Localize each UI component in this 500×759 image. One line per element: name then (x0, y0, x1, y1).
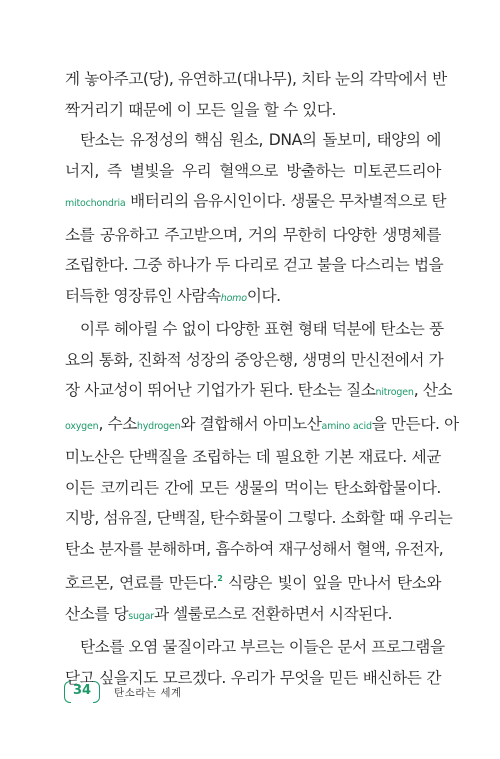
latin-gloss: homo (220, 292, 247, 304)
text-line: 짝거리기 때문에 이 모든 일을 할 수 있다. (65, 100, 337, 119)
running-title: 탄소라는 세계 (114, 686, 182, 699)
paragraph-2 (65, 125, 447, 314)
paragraph-1 (65, 64, 447, 125)
text-line: 요의 통화, 진화적 성장의 중앙은행, 생명의 만신전에서 가 (65, 350, 444, 369)
english-gloss: sugar (128, 610, 154, 622)
text-run: 호르몬, 연료를 만든다. (65, 574, 218, 592)
text-line: 미노산은 단백질을 조립하는 데 필요한 기본 재료다. 세균 (65, 448, 441, 466)
text-line (65, 281, 441, 315)
text-line: 조립한다. 그중 하나가 두 다리로 걷고 불을 다스리는 법을 (65, 256, 444, 274)
text-line: 지방, 섬유질, 단백질, 탄수화물이 그렇다. 소화할 때 우리는 (65, 509, 453, 527)
english-gloss: hydrogen (136, 420, 181, 432)
text-run: , 산소 (413, 381, 453, 399)
text-line: 탄소는 유정성의 핵심 원소, DNA의 돌보미, 태양의 에 (80, 131, 441, 149)
text-run: 장 사교성이 뛰어난 기업가가 된다. 탄소는 질소 (65, 381, 376, 399)
text-run: 와 결합해서 아미노산 (180, 414, 322, 433)
text-line: 이든 코끼리든 간에 모든 생물의 먹이는 탄소화합물이다. (65, 478, 441, 497)
english-gloss: nitrogen (375, 387, 414, 398)
right-bracket-icon (93, 681, 100, 703)
text-line (65, 409, 459, 443)
english-gloss: amino acid (321, 420, 372, 432)
footnote-marker[interactable]: 2 (217, 574, 223, 583)
text-line (65, 375, 453, 409)
text-run: 이다. (246, 286, 281, 305)
text-run: , 수소 (98, 414, 137, 433)
text-line: 너지, 즉 별빛을 우리 혈액으로 방출하는 미토콘드리아 (65, 161, 441, 180)
text-line (65, 599, 441, 633)
page-number-badge (64, 681, 100, 703)
text-run: 과 셀룰로스로 전환하면서 시작된다. (153, 604, 393, 623)
text-run: 산소를 당 (65, 604, 129, 623)
text-line: 소를 공유하고 주고받으며, 거의 무한히 다양한 생명체를 (65, 225, 441, 244)
text-run: 식량은 빛이 잎을 만나서 탄소와 (222, 574, 441, 592)
text-run: 배터리의 음유시인이다. 생물은 무차별적으로 탄 (125, 192, 447, 210)
page-number: 34 (72, 683, 92, 698)
text-run: 을 만든다. 아 (371, 414, 459, 433)
english-gloss: mitochondria (65, 198, 126, 209)
page-footer (64, 679, 182, 705)
text-line (65, 186, 447, 220)
english-gloss: oxygen (65, 420, 99, 432)
text-line: 탄소 분자를 분해하며, 흡수하여 재구성해서 혈액, 유전자, (65, 539, 444, 558)
text-line: 이루 헤아릴 수 없이 다양한 표현 형태 덕분에 탄소는 풍 (80, 320, 444, 338)
text-line (65, 564, 441, 599)
body-text (65, 64, 459, 693)
paragraph-3 (65, 314, 459, 632)
text-line: 닫고 싶을지도 모르겠다. 우리가 무엇을 믿든 배신하든 간 (65, 668, 441, 687)
text-line: 게 놓아주고(당), 유연하고(대나무), 치타 눈의 각막에서 반 (65, 70, 447, 88)
text-line: 탄소를 오염 물질이라고 부르는 이들은 문서 프로그램을 (80, 638, 445, 656)
text-run: 터득한 영장류인 사람속 (65, 286, 221, 305)
